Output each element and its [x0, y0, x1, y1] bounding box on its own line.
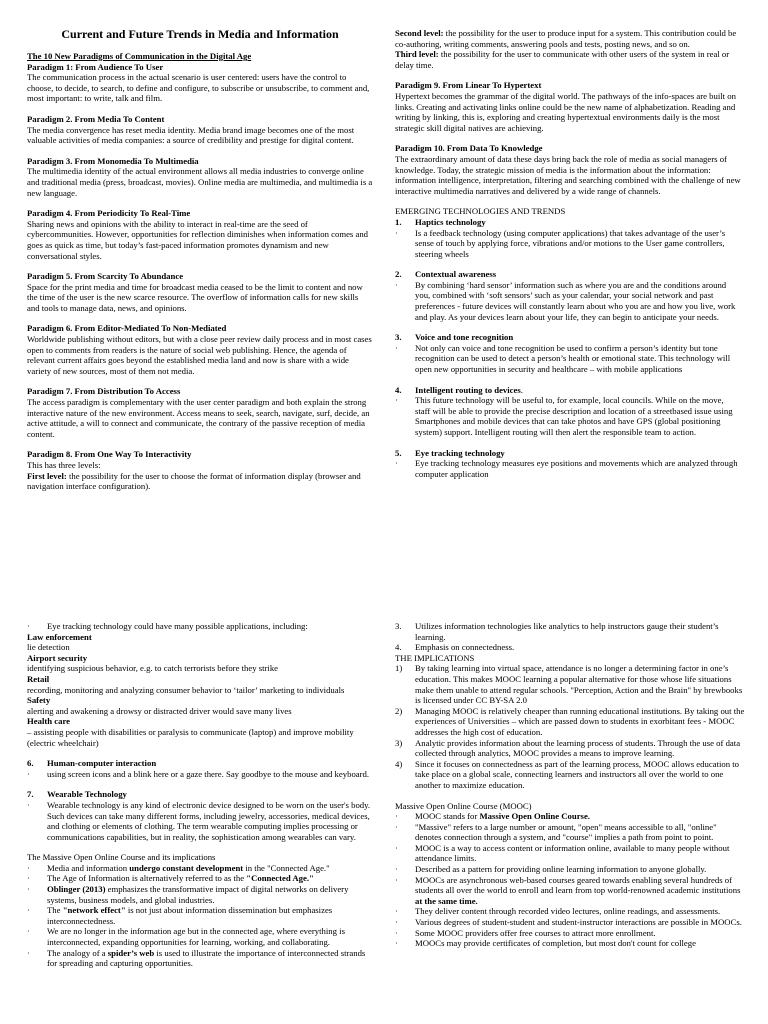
technology-heading: [395, 332, 741, 343]
list-item: [395, 663, 745, 705]
list-item: [27, 948, 373, 969]
text-run: in the "Connected Age.": [243, 862, 330, 873]
bullet: ·: [27, 799, 30, 810]
text-run-bold: spider’s web: [107, 947, 155, 958]
list-item: [395, 280, 741, 322]
list-item: [395, 875, 745, 907]
technology-heading: [27, 789, 373, 800]
column-top-right: [395, 28, 741, 479]
mooc-heading: Massive Open Online Course (MOOC): [395, 800, 532, 811]
paradigm-10: [395, 143, 741, 196]
bullet: ·: [27, 926, 30, 937]
paradigm-body: Hypertext becomes the grammar of the digital world. The pathways of the info-spaces are built on links. Creating and activating links online could be the new name of alphabetization. Reading and writing by linking, this is, exploring and creating hypertextual environments daily is the most strategic skill digital natives are achieving.: [395, 90, 736, 133]
paradigms-heading: The 10 New Paradigms of Communication in the Digital Age: [27, 51, 252, 61]
paradigm-heading: Paradigm 2. From Media To Content: [27, 113, 165, 124]
technology-3: [395, 332, 741, 374]
bullet: ·: [395, 927, 398, 938]
technology-name: Eye tracking technology: [415, 447, 505, 458]
list-item-text: Wearable technology is any kind of electronic device designed to be worn on the user's body. Such devices can take many different forms, including jewelry, accessories, medical devices, and clothing or elements of clothing. The term wearable computing implies processing or communications capabilities, but in reality, the sophistication among wearables can vary.: [47, 799, 371, 842]
text-run: is used to illustrate the importance of interconnected strands for spreading and capturing opportunities.: [47, 947, 366, 969]
list-item-text: [47, 926, 373, 947]
list-item: [395, 843, 745, 864]
paradigm-1: [27, 62, 373, 104]
paradigm-4: [27, 208, 373, 261]
paradigm-heading: Paradigm 5. From Scarcity To Abundance: [27, 271, 184, 282]
technology-4: [395, 385, 741, 438]
paradigm-body: Space for the print media and time for broadcast media ceased to be the limit to content and now the time of the user is the new scarce resource. The overflow of information calls for new skills and tools to manage data, news, and opinions.: [27, 281, 363, 313]
list-item: [395, 928, 745, 939]
paradigm-heading: Paradigm 10. From Data To Knowledge: [395, 143, 543, 154]
list-item: [27, 769, 373, 780]
bullet: ·: [395, 811, 398, 822]
technology-name: Contextual awareness: [415, 269, 497, 280]
text-run: MOOC stands for: [415, 811, 480, 822]
level-text: the possibility for the user to choose the format of information display (browser and navigation interface configuration).: [27, 470, 361, 492]
paradigm-7: [27, 386, 373, 439]
list-item: [27, 926, 373, 947]
technology-suffix: .: [520, 384, 523, 395]
text-run-bold: "network effect": [62, 905, 126, 916]
bullet: ·: [395, 864, 398, 875]
paradigm-8: [27, 449, 373, 491]
list-item-text: using screen icons and a blink here or a gaze there. Say goodbye to the mouse and keyboard.: [47, 768, 370, 779]
list-number: 4): [395, 758, 403, 769]
app-text: lie detection: [27, 642, 70, 653]
technology-heading: [27, 758, 373, 769]
technology-heading: [395, 448, 741, 459]
level-text: the possibility for the user to produce input for a system. This contribution could be co-authoring, writing comments, answering pools and tests, posting news, and so on.: [395, 28, 737, 49]
paradigm-body: The extraordinary amount of data these days bring back the role of media as social managers of knowledge. Today, the strategic mission of media is the information about the information: information intelligence, interpretation, filtering and searching combined with the challenge of new interactive multimedia narratives and delivered by a wide range of channels.: [395, 153, 741, 196]
technology-number: 7.: [27, 789, 34, 800]
list-item: [27, 863, 373, 874]
list-item: [27, 905, 373, 926]
bullet: ·: [27, 905, 30, 916]
paradigm-body: The media convergence has reset media identity. Media brand image becomes one of the most valuable activities of media companies: a source of credibility and prestige for digital content.: [27, 124, 355, 146]
list-item-text: Is a feedback technology (using computer applications) that takes advantage of the user’s sense of touch by applying force, vibrations and/or motions to the User game controllers, steering wheels: [415, 227, 726, 259]
text-run: Various degrees of student-student and student-instructor interactions are possible in MOOCs.: [415, 917, 742, 928]
paradigm-heading: Paradigm 8. From One Way To Interactivity: [27, 449, 192, 460]
eye-apps-intro: [27, 621, 373, 632]
text-run: We are no longer in the information age but in the connected age, where everything is interconnected, expanding opportunities for learning, working, and collaborating.: [47, 926, 345, 948]
list-item-text: [47, 863, 373, 874]
list-number: 4.: [395, 642, 402, 653]
list-item-text: [47, 905, 373, 926]
technology-heading: [395, 217, 741, 228]
list-number: 3.: [395, 621, 402, 631]
bullet: ·: [395, 342, 398, 353]
bullet: ·: [395, 842, 398, 853]
paradigm-2: [27, 114, 373, 146]
bullet: ·: [27, 884, 30, 895]
paradigm-third-level: [395, 49, 741, 70]
list-item-text: By taking learning into virtual space, attendance is no longer a determining factor in one’s education. This makes MOOC learning a popular alternative for those whose life situations make them unable to attend regular schools. "Perception, Action and the Brain" by brewbooks is licensed under CC BY-SA 2.0: [415, 663, 743, 706]
list-item: [395, 822, 745, 843]
technology-name: Haptics technology: [415, 216, 486, 227]
paradigm-3: [27, 156, 373, 198]
list-number: 1): [395, 663, 403, 674]
list-item: [395, 906, 745, 917]
technology-number: 6.: [27, 758, 34, 769]
list-item: [395, 458, 741, 479]
app-label: Law enforcement: [27, 631, 92, 642]
paradigm-first-level: [27, 471, 373, 492]
paradigm-heading: Paradigm 9. From Linear To Hypertext: [395, 80, 542, 91]
bullet: ·: [395, 917, 398, 928]
technology-5: [395, 448, 741, 480]
technology-number: 2.: [395, 269, 402, 280]
list-item: [395, 917, 745, 928]
list-item-text: Emphasis on connectedness.: [415, 642, 515, 653]
list-item-text: [415, 917, 745, 928]
list-item: [395, 228, 741, 260]
text-run: The Age of Information is alternatively referred to as the: [47, 873, 247, 884]
list-item: [395, 706, 745, 738]
list-item: [27, 884, 373, 905]
paradigm-heading: Paradigm 1: From Audience To User: [27, 61, 164, 72]
paradigm-5: [27, 271, 373, 313]
list-item: [395, 621, 745, 642]
text-run: They deliver content through recorded video lectures, online readings, and assessments.: [415, 906, 721, 917]
app-text: recording, monitoring and analyzing consumer behavior to ‘tailor’ marketing to individuals: [27, 684, 345, 695]
list-item-text: Analytic provides information about the learning process of students. Through the use of data collected through analytics, MOOC provides a means to improve learning.: [415, 737, 741, 759]
list-item-text: By combining ‘hard sensor’ information such as where you are and the conditions around you, combined with ‘soft sensors’ such as your calendar, your social network and past preferences - future devices will constantly learn about who you are and how you live, work and play. As your devices learn about your life, they can begin to anticipate your needs.: [415, 279, 736, 322]
paradigm-body: The communication process in the actual scenario is user centered: users have the control to choose, to decide, to search, to define and configure, to subscribe or unsubscribe, to comment and, most important: to write, talk and film.: [27, 72, 370, 104]
list-item-text: [47, 884, 373, 905]
list-item: [395, 395, 741, 437]
technology-2: [395, 269, 741, 322]
technology-number: 5.: [395, 447, 402, 458]
paradigm-heading: Paradigm 4. From Periodicity To Real-Time: [27, 208, 191, 219]
bullet: ·: [27, 768, 30, 779]
text-run: Described as a pattern for providing online learning information to anyone globally.: [415, 864, 707, 875]
text-run: The analogy of a: [47, 947, 108, 958]
list-item: [27, 800, 373, 842]
mooc-implications-heading: The Massive Open Online Course and its implications: [27, 852, 216, 863]
list-item-text: [47, 948, 373, 969]
list-item-text: This future technology will be useful to, for example, local councils. While on the move, staff will be able to provide the precise description and location of a streetbased issue using Smartphones and mobile devices that can take photos and have GPS (global positioning system) support. Intelligent routing will then alert the responsible team to action.: [415, 395, 733, 437]
text-run-bold: at the same time.: [415, 895, 478, 906]
text-run: The: [47, 905, 63, 916]
list-item-text: [415, 938, 745, 949]
paradigm-body: Sharing news and opinions with the ability to interact in real-time are the seed of cybercommunities. However, opportunities for reflection diminishes when information comes and goes as quick as time, but today’s fast-paced information promotes dynamism and new conversational styles.: [27, 218, 369, 261]
bullet: ·: [27, 862, 30, 873]
paradigm-heading: Paradigm 6. From Editor-Mediated To Non-Mediated: [27, 323, 227, 334]
list-item: [395, 343, 741, 375]
list-item-text: [415, 843, 745, 864]
bullet: ·: [395, 279, 398, 290]
text-run: MOOCs are asynchronous web-based courses geared towards enabling several hundreds of students all over the world to enroll and learn from top world-renowned academic institutions: [415, 874, 741, 896]
technology-name: Intelligent routing to devices: [415, 384, 521, 395]
technology-heading: [395, 385, 741, 396]
text-run: MOOC is a way to access content or information online, available to many people without attendance limits.: [415, 842, 730, 864]
text-run-bold: undergo constant development: [129, 862, 244, 873]
app-label: Health care: [27, 716, 71, 727]
technology-name: Voice and tone recognition: [415, 332, 514, 343]
text-run: emphasizes the transformative impact of digital networks on delivery systems, business models, and global industries.: [47, 884, 349, 905]
list-item-text: Since it focuses on connectedness as part of the learning process, MOOC allows education to take place on a global scale, connecting learners and instructors all over the world to one another to maximize education.: [415, 758, 740, 790]
app-text: identifying suspicious behavior, e.g. to catch terrorists before they strike: [27, 663, 279, 674]
list-item-text: Eye tracking technology measures eye positions and movements which are analyzed through computer application: [415, 458, 738, 479]
list-item-text: [415, 875, 745, 907]
list-item-text: [415, 822, 745, 843]
list-item-text: Eye tracking technology could have many possible applications, including:: [47, 621, 308, 631]
paradigm-intro: This has three levels:: [27, 460, 101, 470]
bullet: ·: [395, 906, 398, 917]
technology-number: 4.: [395, 384, 402, 395]
list-item: [27, 873, 373, 884]
bullet: ·: [395, 874, 398, 885]
text-run: is not just about information dissemination but emphasizes interconnectedness.: [47, 905, 333, 926]
bullet: ·: [395, 227, 398, 238]
level-label: First level:: [27, 470, 67, 481]
technology-name: Wearable Technology: [47, 789, 127, 800]
text-run-bold: Massive Open Online Course.: [479, 811, 590, 822]
bullet: ·: [27, 621, 30, 631]
text-run: Media and information: [47, 862, 130, 873]
list-item-text: Not only can voice and tone recognition be used to confirm a person’s identity but tone recognition can be used to detect a person’s health or emotional state. This technology will open new opportunities in security and healthcare – with mobile applications: [415, 342, 731, 375]
list-item-text: Managing MOOC is relatively cheaper than running educational institutions. By taking out the experiences of Universities – which are passed down to students in exorbitant fees - MOOC addresses the high cost of education.: [415, 705, 745, 737]
paradigm-heading: Paradigm 7. From Distribution To Access: [27, 386, 181, 397]
technology-number: 1.: [395, 216, 402, 227]
column-bottom-right: [395, 621, 745, 949]
document-title: Current and Future Trends in Media and Information: [61, 27, 339, 41]
list-item: [395, 938, 745, 949]
list-item-text: [415, 864, 745, 875]
technology-6: [27, 758, 373, 779]
paradigm-9: [395, 80, 741, 133]
technology-7: [27, 789, 373, 842]
text-run: Some MOOC providers offer free courses to attract more enrollment.: [415, 927, 656, 938]
paradigm-second-level: [395, 28, 741, 49]
paradigm-body: The multimedia identity of the actual environment allows all media industries to converge online and traditional media (press, broadcast, movies). Online media are multimedia, and multimedia is a new language.: [27, 166, 373, 198]
implications-heading: THE IMPLICATIONS: [395, 652, 475, 663]
level-label: Second level:: [395, 28, 444, 38]
list-item: [395, 759, 745, 791]
paradigm-heading: Paradigm 3. From Monomedia To Multimedia: [27, 155, 199, 166]
paradigm-body: Worldwide publishing without editors, but with a close peer review daily process and in most cases open to comments from readers is the nature of social web publishing. Hence, the agenda of relevant current affairs goes beyond the established media land and now is share with a wide variety of new sources, most of them not media.: [27, 334, 372, 376]
emerging-heading: EMERGING TECHNOLOGIES AND TRENDS: [395, 206, 566, 217]
text-run-bold: "Connected Age.": [246, 873, 314, 884]
column-top-left: [27, 28, 373, 492]
technology-1: [395, 217, 741, 259]
app-label: Safety: [27, 695, 51, 706]
app-label: Airport security: [27, 652, 88, 663]
bullet: ·: [395, 821, 398, 832]
bullet: ·: [27, 873, 30, 884]
app-text: alerting and awakening a drowsy or distracted driver would save many lives: [27, 705, 292, 716]
list-number: 2): [395, 705, 403, 716]
bullet: ·: [395, 458, 398, 469]
bullet: ·: [27, 947, 30, 958]
text-run: MOOCs may provide certificates of completion, but most don't count for college: [415, 938, 696, 949]
list-item-text: [415, 811, 745, 822]
text-run: "Massive" refers to a large number or amount, "open" means accessible to all, "online" denotes connection through a system, and "course" implies a path from point to point.: [415, 821, 717, 843]
list-item-text: [415, 906, 745, 917]
bullet: ·: [395, 938, 398, 949]
level-label: Third level:: [395, 49, 439, 60]
list-number: 3): [395, 737, 403, 748]
app-label: Retail: [27, 673, 50, 684]
list-item: [395, 642, 745, 653]
list-item-text: [415, 928, 745, 939]
app-text: – assisting people with disabilities or paralysis to communicate (laptop) and improve mobility (electric wheelchair): [27, 726, 354, 748]
list-item: [395, 811, 745, 822]
text-run-bold: Oblinger (2013): [47, 884, 106, 895]
technology-number: 3.: [395, 332, 402, 343]
level-text: the possibility for the user to communicate with other users of the system in real or delay time.: [395, 49, 730, 70]
paradigm-6: [27, 323, 373, 376]
technology-name: Human-computer interaction: [47, 758, 157, 769]
list-item: [395, 738, 745, 759]
list-item-text: Utilizes information technologies like analytics to help instructors gauge their student’s learning.: [415, 621, 719, 642]
paradigm-body: The access paradigm is complementary with the user center paradigm and both explain the strong interactive nature of the new environment. Access means to seek, search, navigate, surf, decide, an active attitude, a will to connect and communicate, the contrary of the passive reception of media content.: [27, 397, 370, 439]
column-bottom-left: [27, 621, 373, 969]
technology-heading: [395, 269, 741, 280]
bullet: ·: [395, 395, 398, 406]
list-item-text: [47, 873, 373, 884]
list-item: [395, 864, 745, 875]
